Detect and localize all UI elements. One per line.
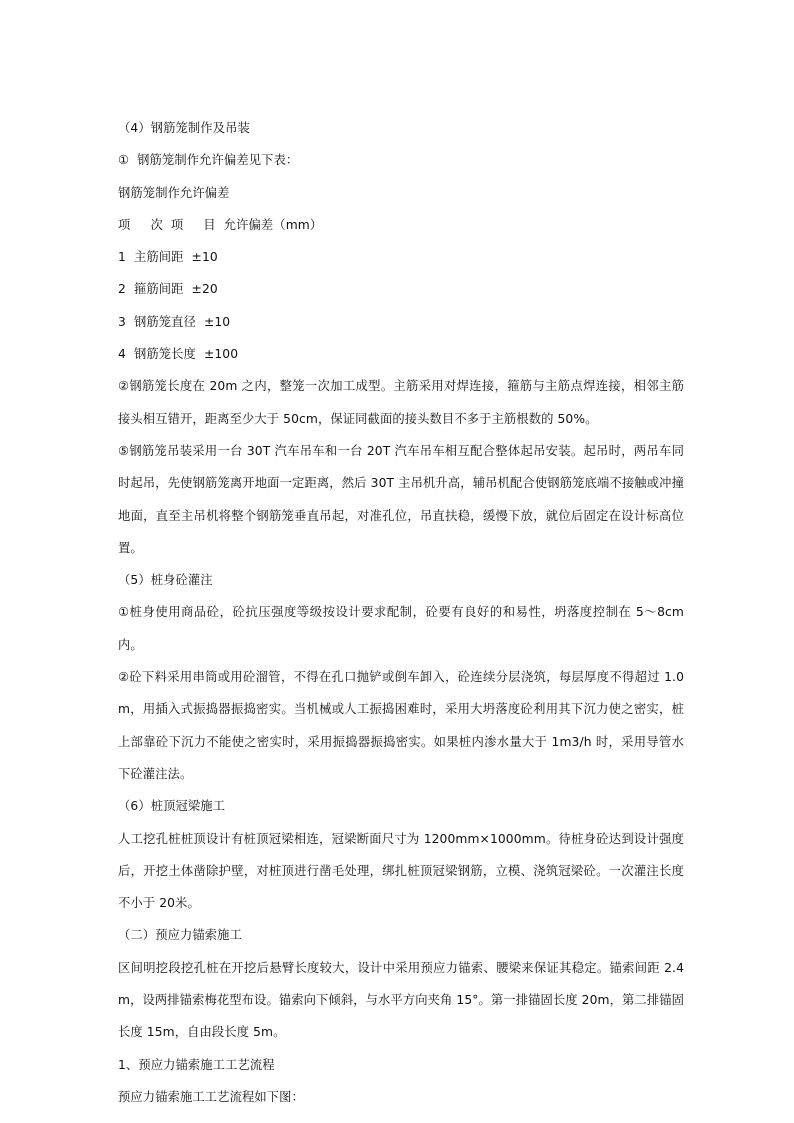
body-paragraph: 区间明挖段挖孔桩在开挖后悬臂长度较大，设计中采用预应力锚索、腰梁来保证其稳定。锚索间距 2.4m，设两排锚索梅花型布设。锚索向下倾斜，与水平方向夹角 15°。第一排锚固长度 20m，第二排锚固长度 15m，自由段长度 5m。: [118, 960, 684, 1040]
body-paragraph: 人工挖孔桩桩顶设计有桩顶冠梁相连，冠梁断面尺寸为 1200mm×1000mm。待桩身砼达到设计强度后，开挖土体凿除护壁，对桩顶进行凿毛处理，绑扎桩顶冠梁钢筋，立模、浇筑冠梁砼。一次灌注长度不小于 20米。: [118, 831, 684, 911]
section-heading-concrete-pouring: （5）桩身砼灌注: [118, 573, 213, 588]
body-paragraph: 预应力锚索施工工艺流程如下图：: [118, 1089, 304, 1104]
body-paragraph: ①桩身使用商品砼，砼抗压强度等级按设计要求配制，砼要有良好的和易性，坍落度控制在 5～8cm 内。: [118, 605, 689, 652]
tolerance-table-title: 钢筋笼制作允许偏差: [118, 185, 230, 200]
tolerance-row: 2 箍筋间距 ±20: [118, 282, 218, 297]
tolerance-intro: ① 钢筋笼制作允许偏差见下表：: [118, 153, 299, 168]
section-heading-anchor-cable: （二）预应力锚索施工: [118, 928, 242, 943]
section-heading-crown-beam: （6）桩顶冠梁施工: [118, 799, 226, 814]
body-paragraph: ②砼下料采用串筒或用砼溜管，不得在孔口抛铲或倒车卸入，砼连续分层浇筑，每层厚度不得超过 1.0m，用插入式振捣器振捣密实。当机械或人工振捣困难时，采用大坍落度砼利用其下沉力使之密实，桩上部靠砼下沉力不能使之密实时，采用振捣器振捣密实。如果桩内渗水量大于 1m3/h 时，采用导管水下砼灌注法。: [118, 670, 684, 781]
tolerance-row: 4 钢筋笼长度 ±100: [118, 347, 239, 362]
tolerance-table-header: 项 次 项 目 允许偏差（mm）: [118, 217, 323, 232]
body-paragraph: ⑤钢筋笼吊装采用一台 30T 汽车吊车和一台 20T 汽车吊车相互配合整体起吊安装。起吊时，两吊车同时起吊，先使钢筋笼离开地面一定距离，然后 30T 主吊机升高，辅吊机配合使钢筋笼底端不接触或冲撞地面，直至主吊机将整个钢筋笼垂直吊起，对准孔位，吊直扶稳，缓慢下放，就位后固定在设计标高位置。: [118, 443, 684, 555]
tolerance-row: 1 主筋间距 ±10: [118, 250, 218, 265]
document-body: [118, 112, 689, 1113]
section-heading-rebar-cage: （4）钢筋笼制作及吊装: [118, 121, 250, 135]
tolerance-row: 3 钢筋笼直径 ±10: [118, 314, 231, 329]
body-paragraph: ②钢筋笼长度在 20m 之内，整笼一次加工成型。主筋采用对焊连接，箍筋与主筋点焊连接，相邻主筋接头相互错开，距离至少大于 50cm，保证同截面的接头数目不多于主筋根数的 50%。: [118, 379, 684, 426]
subsection-heading-process-flow: 1、预应力锚索施工工艺流程: [118, 1057, 275, 1072]
